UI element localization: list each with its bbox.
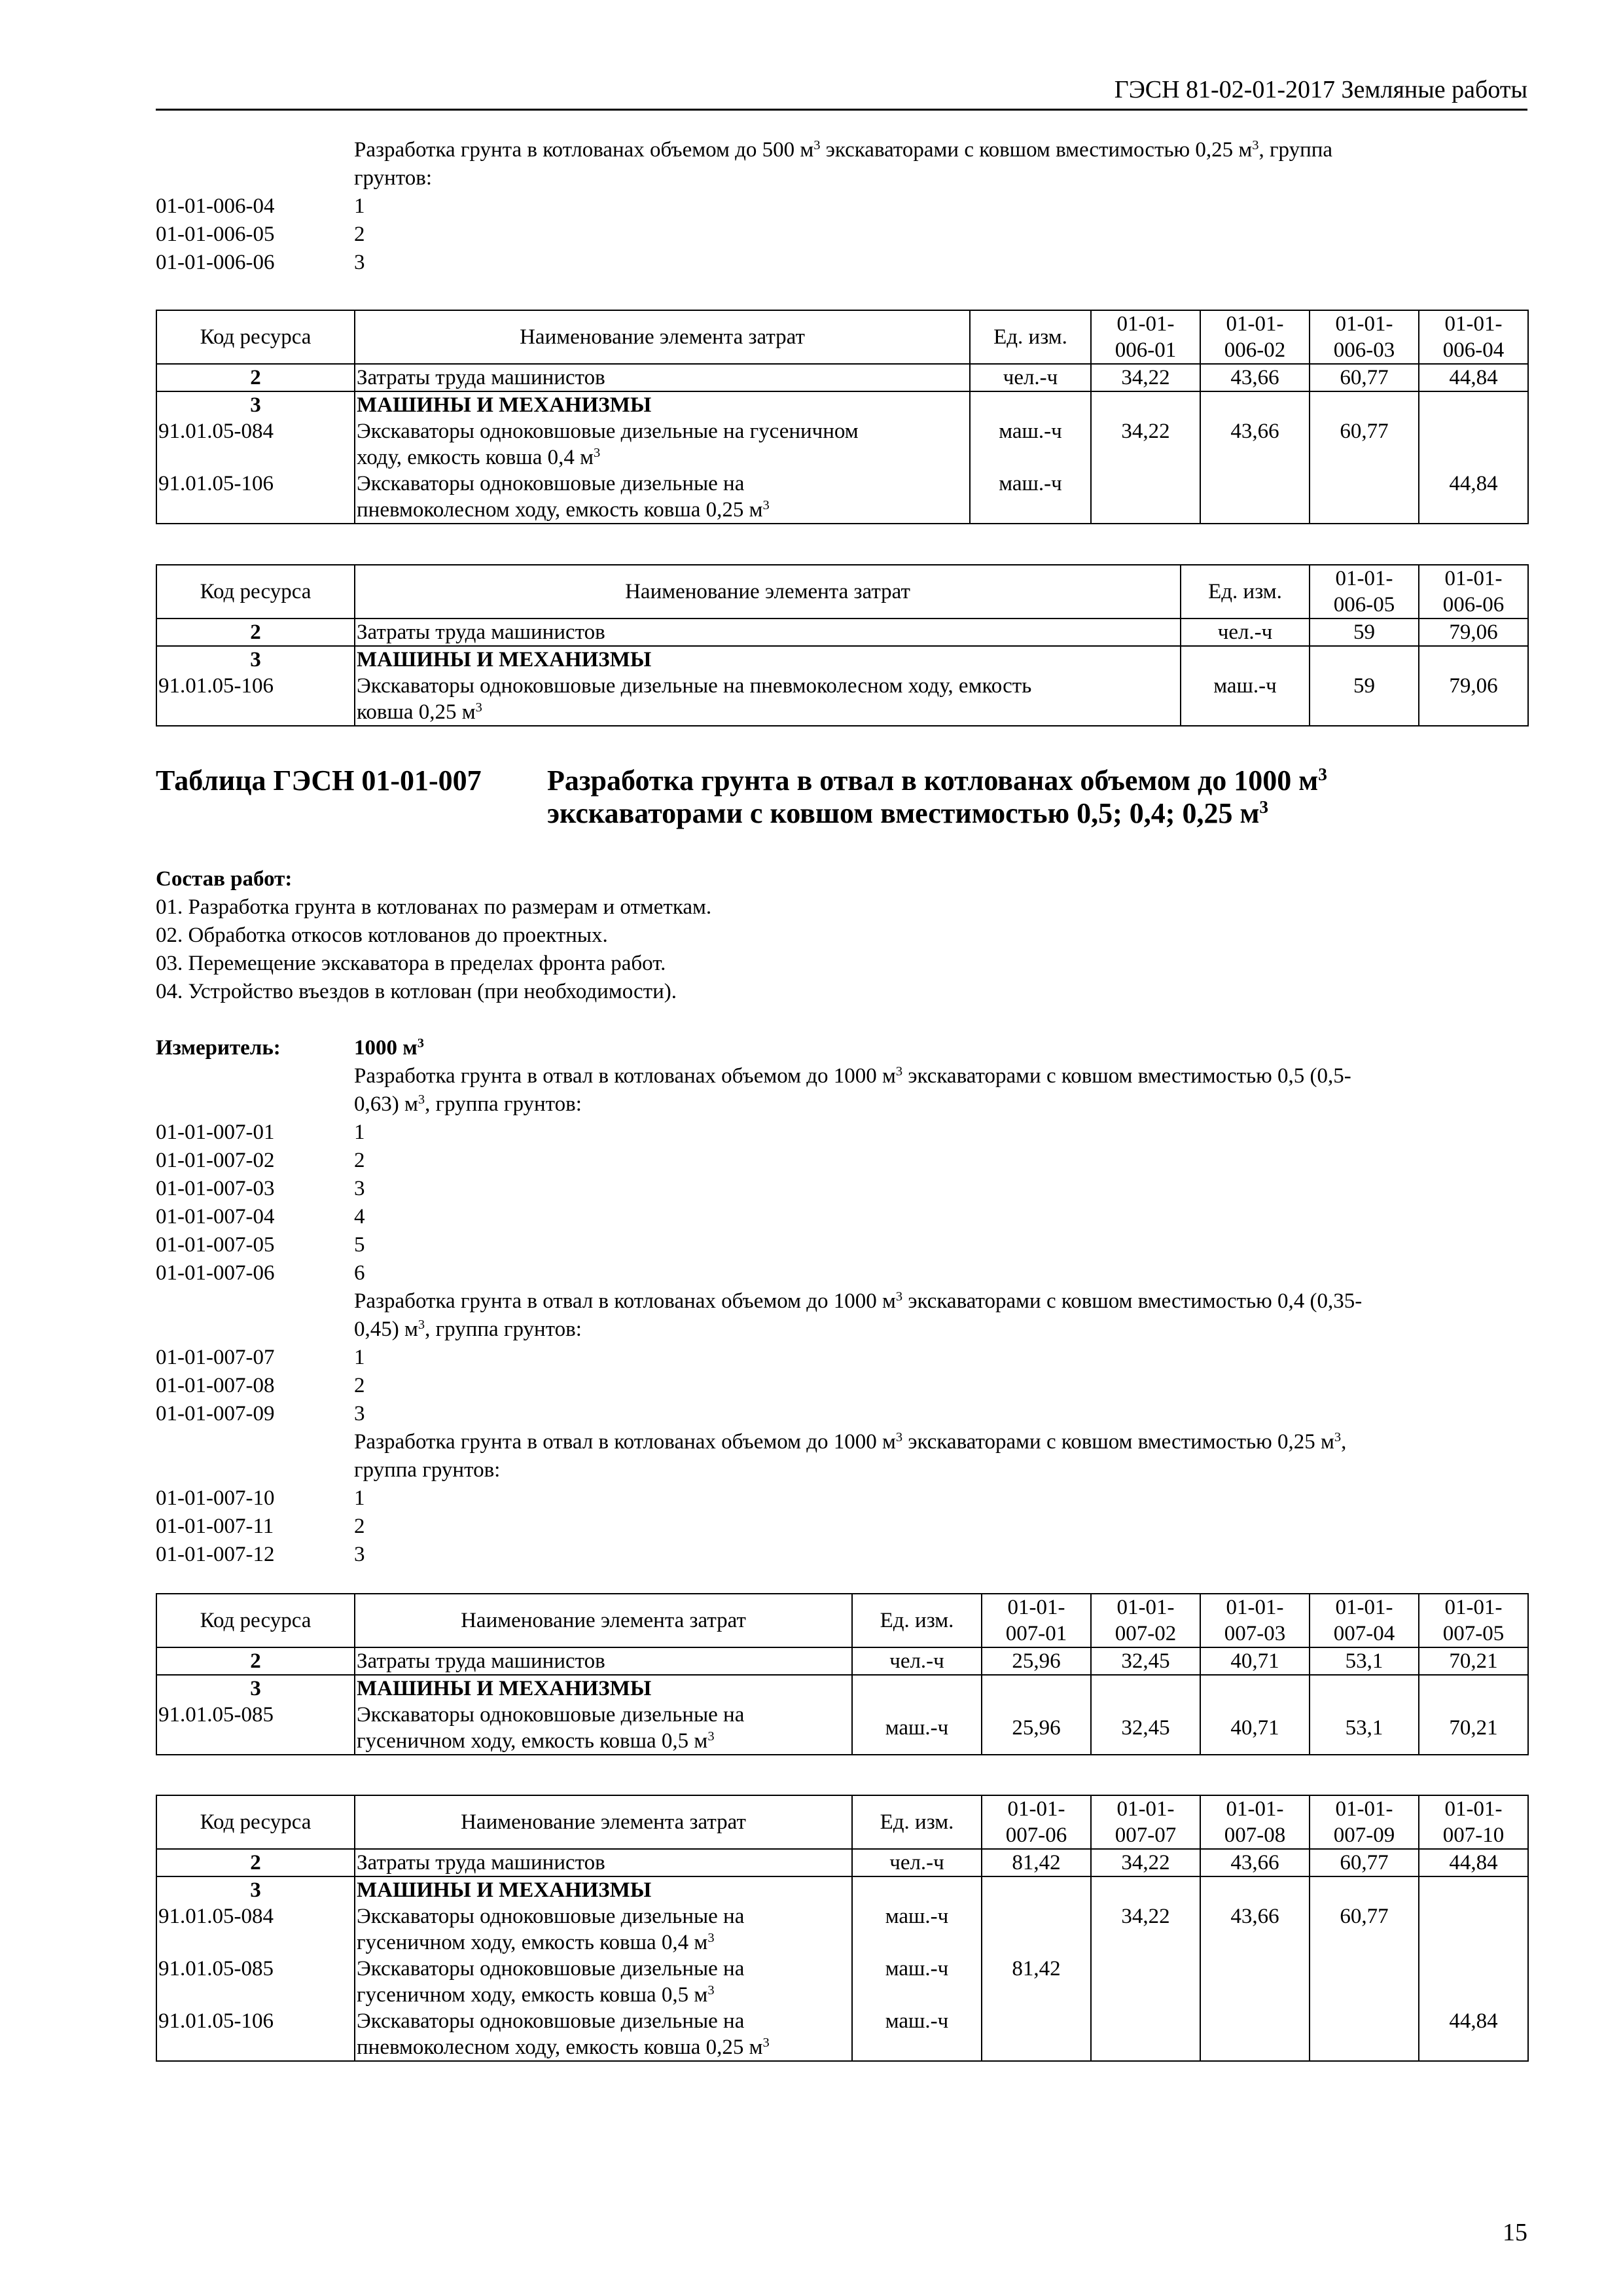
- table-row: 91.01.05-085 Экскаваторы одноковшовые дизельные на гусеничном ходу, емкость ковша 0,5 $м^3$ маш.-ч 81,42: [156, 1956, 1528, 2008]
- table-header-row: Код ресурса Наименование элемента затрат Ед. изм. 01-01- 006-01 01-01- 006-02 01-01- 006-03 01-01- 006-04: [156, 310, 1528, 364]
- code-row: 01-01-007-07 1: [156, 1346, 365, 1369]
- top-block: Разработка грунта в котлованах объемом до 500 $м^3$ экскаваторами с ковшом вместимостью 0,25 $м^3$, группа грунтов: 01-01-006-04 1 01-01-006-05 2 01-01-006-06 3: [156, 136, 1527, 277]
- table-header-row: Код ресурса Наименование элемента затрат Ед. изм. 01-01- 007-06 01-01- 007-07 01-01- 007-08 01-01- 007-09 01-01- 007-10: [156, 1795, 1528, 1849]
- table-row: 91.01.05-084 Экскаваторы одноковшовые дизельные на гусеничном ходу, емкость ковша 0,4 $м^3$ маш.-ч 34,22 43,66 60,77: [156, 1903, 1528, 1956]
- table-row: 2 Затраты труда машинистов чел.-ч 81,42 34,22 43,66 60,77 44,84: [156, 1849, 1528, 1876]
- code-row: 01-01-007-01 1: [156, 1121, 365, 1144]
- header-title: ГЭСН 81-02-01-2017 Земляные работы: [1114, 76, 1527, 103]
- code-row: 01-01-007-04 4: [156, 1205, 365, 1229]
- work-item: 03. Перемещение экскаватора в пределах фронта работ.: [156, 952, 666, 975]
- code-row: 01-01-006-06 3: [156, 251, 365, 274]
- code-row: 01-01-007-05 5: [156, 1233, 365, 1257]
- code-row: 01-01-007-09 3: [156, 1402, 365, 1426]
- table-row: 91.01.05-106 Экскаваторы одноковшовые дизельные на пневмоколесном ходу, емкость ковша 0,25 $м^3$ маш.-ч 44,84: [156, 2008, 1528, 2061]
- table-row: 2 Затраты труда машинистов чел.-ч 25,96 32,45 40,71 53,1 70,21: [156, 1647, 1528, 1675]
- resource-table-006-01-04: [156, 310, 1529, 524]
- table-header-row: Код ресурса Наименование элемента затрат Ед. изм. 01-01- 007-01 01-01- 007-02 01-01- 007-03 01-01- 007-04 01-01- 007-05: [156, 1594, 1528, 1647]
- code-row: 01-01-007-06 6: [156, 1261, 365, 1285]
- section-row: 3 МАШИНЫ И МЕХАНИЗМЫ: [156, 646, 1528, 673]
- table-row: 2 Затраты труда машинистов чел.-ч 34,22 43,66 60,77 44,84: [156, 364, 1528, 391]
- table-row: 91.01.05-084 Экскаваторы одноковшовые дизельные на гусеничном ходу, емкость ковша 0,4 $м^3$ маш.-ч 34,22 43,66 60,77: [156, 418, 1528, 471]
- table-title-text: Разработка грунта в отвал в котлованах объемом до 1000 $м^3$ экскаваторами с ковшом вместимостью 0,5; 0,4; 0,25 $м^3$: [547, 764, 1327, 829]
- code-row: 01-01-007-12 3: [156, 1543, 365, 1566]
- section-row: 3 МАШИНЫ И МЕХАНИЗМЫ: [156, 1675, 1528, 1702]
- code-row: 01-01-007-10 1: [156, 1486, 365, 1510]
- document-page: [156, 0, 1527, 2296]
- work-item: 02. Обработка откосов котлованов до проектных.: [156, 924, 608, 947]
- meter-block: Измеритель: 1000 $м^3$ Разработка грунта в отвал в котлованах объемом до 1000 $м^3$ экскаваторами с ковшом вместимостью 0,5 (0,5- 0,63) $м^3$, группа грунтов: 01-01-007-01 1 01-01-007-02 2 01-01-007-03 3 01-01-007-04 4 01-01-007-05 5 01-01-007-06 6 Разработка грунта в отвал в котлованах объемом до 1000 $м^3$ экскаваторами с ковшом вместимостью 0,4 (0,35- 0,45) $м^3$, группа грунтов: 01-01-007-07 1 01-01-007-08 2 01-01-007-09 3 Разработка грунта в отвал в котлованах объемом до 1000 $м^3$ экскаваторами с ковшом вместимостью 0,25 $м^3$, группа грунтов: 01-01-007-10 1 01-01-007-11 2 01-01-007-12 3: [156, 1034, 1527, 1569]
- page-number: 15: [1503, 2219, 1527, 2246]
- group-description: Разработка грунта в отвал в котлованах объемом до 1000 $м^3$ экскаваторами с ковшом вместимостью 0,25 $м^3$,: [354, 1429, 1347, 1454]
- resource-table-007-06-10: [156, 1795, 1529, 2062]
- code-row: 01-01-007-03 3: [156, 1177, 365, 1200]
- work-heading: Состав работ:: [156, 867, 293, 891]
- table-title-label: Таблица ГЭСН 01-01-007: [156, 764, 482, 797]
- page-header: [156, 73, 1527, 111]
- section-row: 3 МАШИНЫ И МЕХАНИЗМЫ: [156, 1876, 1528, 1903]
- resource-table-007-01-05: [156, 1593, 1529, 1755]
- work-item: 01. Разработка грунта в котлованах по размерам и отметкам.: [156, 895, 712, 919]
- table-row: 91.01.05-106 Экскаваторы одноковшовые дизельные на пневмоколесном ходу, емкость ковша 0,25 $м^3$ маш.-ч 44,84: [156, 471, 1528, 524]
- work-item: 04. Устройство въездов в котлован (при необходимости).: [156, 980, 677, 1003]
- section-row: 3 МАШИНЫ И МЕХАНИЗМЫ: [156, 391, 1528, 418]
- group-description: Разработка грунта в отвал в котлованах объемом до 1000 $м^3$ экскаваторами с ковшом вместимостью 0,5 (0,5-: [354, 1064, 1351, 1088]
- table-row: 91.01.05-106 Экскаваторы одноковшовые дизельные на пневмоколесном ходу, емкость ковша 0,25 $м^3$ маш.-ч 59 79,06: [156, 673, 1528, 726]
- code-row: 01-01-006-04 1: [156, 194, 365, 218]
- meter-row: Измеритель: 1000 $м^3$: [156, 1035, 424, 1060]
- table-row: 2 Затраты труда машинистов чел.-ч 59 79,06: [156, 619, 1528, 646]
- table-row: 91.01.05-085 Экскаваторы одноковшовые дизельные на гусеничном ходу, емкость ковша 0,5 $м^3$ маш.-ч 25,96 32,45 40,71 53,1 70,21: [156, 1702, 1528, 1755]
- work-composition: [156, 865, 1527, 1006]
- code-row: 01-01-007-11 2: [156, 1515, 365, 1538]
- table-header-row: Код ресурса Наименование элемента затрат Ед. изм. 01-01- 006-05 01-01- 006-06: [156, 565, 1528, 619]
- code-row: 01-01-007-08 2: [156, 1374, 365, 1397]
- code-row: 01-01-006-05 2: [156, 223, 365, 246]
- resource-table-006-05-06: [156, 564, 1529, 726]
- group-description: Разработка грунта в отвал в котлованах объемом до 1000 $м^3$ экскаваторами с ковшом вместимостью 0,4 (0,35-: [354, 1289, 1363, 1313]
- code-row: 01-01-007-02 2: [156, 1149, 365, 1172]
- top-block-description: Разработка грунта в котлованах объемом до 500 $м^3$ экскаваторами с ковшом вместимостью 0,25 $м^3$, группа: [354, 137, 1333, 162]
